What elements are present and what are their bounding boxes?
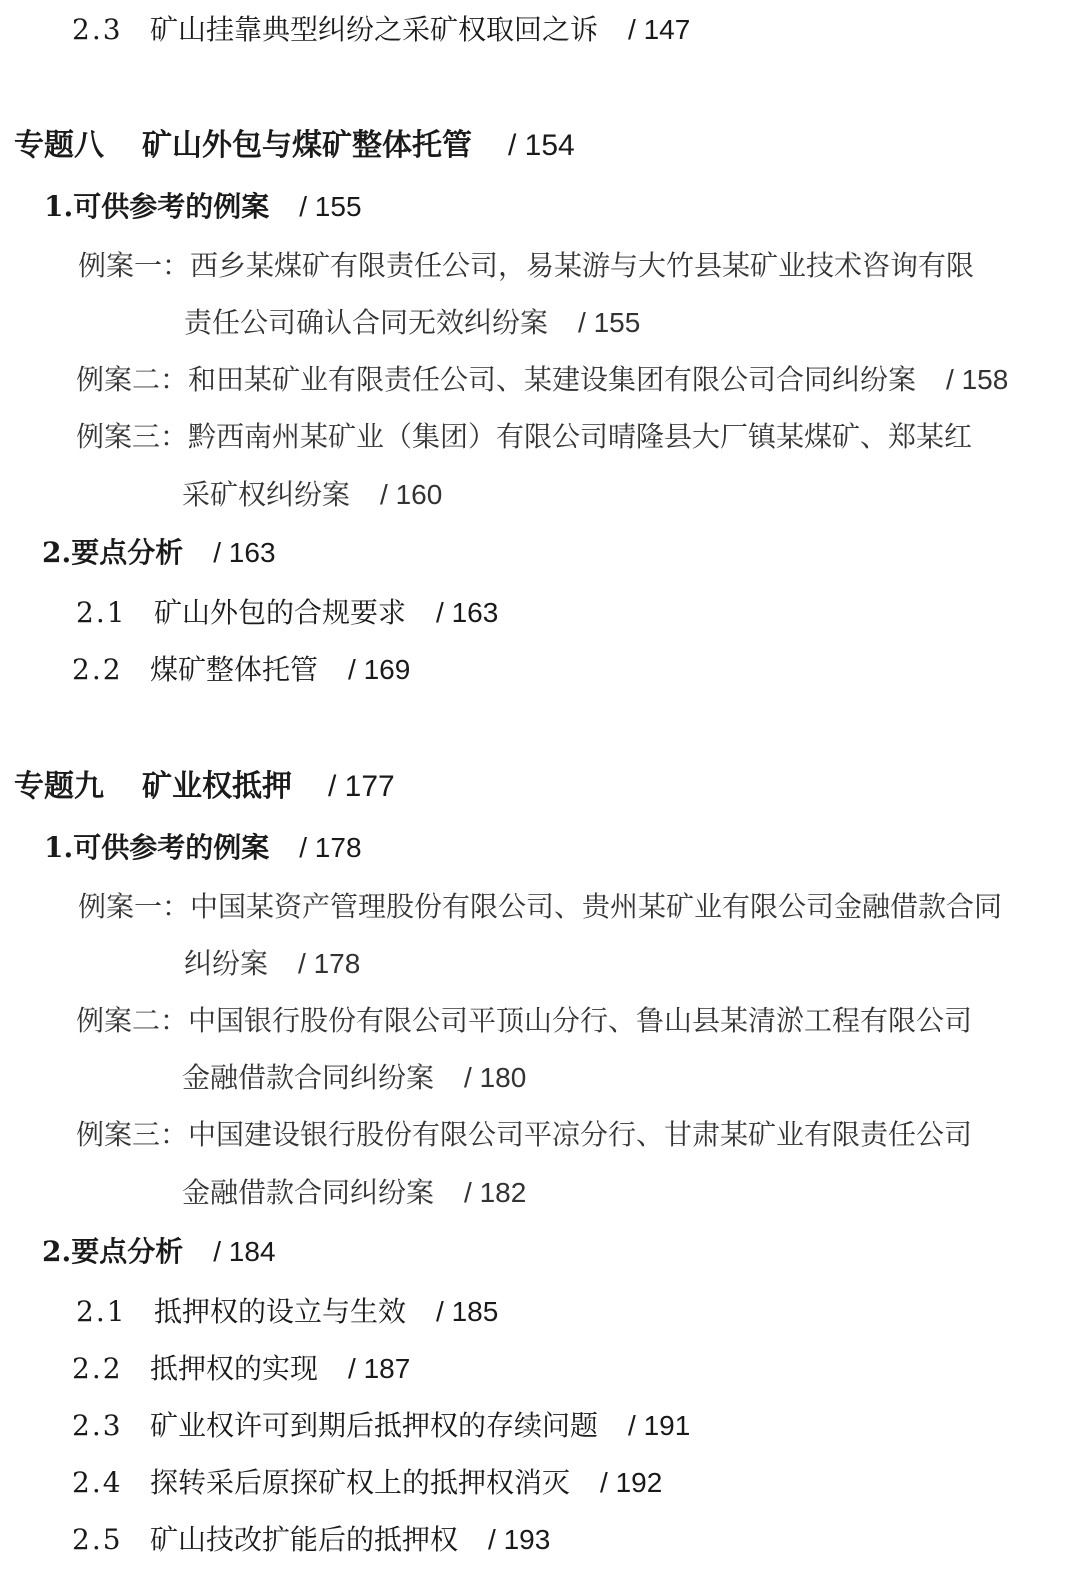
- subsection-number: 2.1: [76, 1295, 127, 1328]
- case-title-line1: 中国银行股份有限公司平顶山分行、鲁山县某清淤工程有限公司: [188, 1004, 973, 1037]
- section-number: 1.: [44, 831, 74, 864]
- case-entry[interactable]: [76, 417, 972, 457]
- section-page: / 163: [213, 537, 276, 568]
- case-label: 例案三：: [76, 420, 189, 453]
- entry-page: / 147: [628, 14, 691, 45]
- subsection-number: 2.2: [72, 1352, 123, 1385]
- subsection-number: 2.2: [72, 653, 123, 686]
- case-label: 例案二：: [76, 363, 189, 396]
- entry-title: 矿山挂靠典型纠纷之采矿权取回之诉: [150, 13, 599, 46]
- case-title-line1: 西乡某煤矿有限责任公司，易某游与大竹县某矿业技术咨询有限: [190, 249, 975, 282]
- topic-page: / 154: [508, 129, 575, 162]
- subsection-entry[interactable]: [72, 1463, 662, 1503]
- case-title-line2: 纠纷案: [184, 947, 269, 980]
- case-title-line2: 责任公司确认合同无效纠纷案: [184, 306, 549, 339]
- case-label: 例案三：: [76, 1118, 189, 1151]
- topic-title: 矿山外包与煤矿整体托管: [142, 128, 472, 163]
- subsection-title: 探转采后原探矿权上的抵押权消灭: [150, 1466, 571, 1499]
- subsection-page: / 163: [436, 597, 499, 628]
- entry-number: 2.3: [72, 13, 123, 46]
- case-label: 例案一：: [78, 249, 191, 282]
- section-number: 1.: [44, 190, 74, 223]
- case-page: / 180: [464, 1062, 527, 1093]
- case-title-line1: 中国某资产管理股份有限公司、贵州某矿业有限公司金融借款合同: [190, 890, 1003, 923]
- subsection-page: / 191: [628, 1410, 691, 1441]
- subsection-page: / 192: [600, 1467, 663, 1498]
- case-entry[interactable]: [76, 360, 1008, 400]
- subsection-entry[interactable]: [76, 593, 498, 633]
- section-entry[interactable]: [44, 828, 362, 868]
- case-page: / 178: [298, 948, 361, 979]
- subsection-page: / 193: [488, 1524, 551, 1555]
- case-title-line1: 黔西南州某矿业（集团）有限公司晴隆县大厂镇某煤矿、郑某红: [188, 420, 973, 453]
- section-number: 2.: [42, 536, 72, 569]
- section-page: / 184: [213, 1236, 276, 1267]
- case-entry-cont[interactable]: [182, 1173, 526, 1213]
- subsection-page: / 169: [348, 654, 411, 685]
- topic-label: 专题九: [14, 769, 104, 804]
- section-number: 2.: [42, 1235, 72, 1268]
- case-page: / 160: [380, 479, 443, 510]
- case-entry-cont[interactable]: [184, 303, 640, 343]
- subsection-number: 2.1: [76, 596, 127, 629]
- case-entry[interactable]: [76, 1001, 972, 1041]
- subsection-title: 抵押权的设立与生效: [154, 1295, 407, 1328]
- case-entry[interactable]: [76, 1115, 972, 1155]
- subsection-page: / 185: [436, 1296, 499, 1327]
- topic-heading[interactable]: [14, 767, 395, 807]
- subsection-title: 矿山外包的合规要求: [154, 596, 407, 629]
- topic-page: / 177: [328, 770, 395, 803]
- subsection-title: 抵押权的实现: [150, 1352, 319, 1385]
- section-page: / 155: [299, 191, 362, 222]
- subsection-title: 煤矿整体托管: [150, 653, 319, 686]
- case-entry-cont[interactable]: [184, 944, 360, 984]
- case-title-line1: 中国建设银行股份有限公司平凉分行、甘肃某矿业有限责任公司: [188, 1118, 973, 1151]
- case-title-line2: 金融借款合同纠纷案: [182, 1176, 435, 1209]
- case-label: 例案二：: [76, 1004, 189, 1037]
- case-entry-cont[interactable]: [182, 475, 442, 515]
- subsection-entry[interactable]: [72, 650, 410, 690]
- section-title: 要点分析: [71, 536, 184, 569]
- subsection-number: 2.3: [72, 1409, 123, 1442]
- subsection-entry[interactable]: [76, 1292, 498, 1332]
- subsection-title: 矿业权许可到期后抵押权的存续问题: [150, 1409, 599, 1442]
- subsection-title: 矿山技改扩能后的抵押权: [150, 1523, 459, 1556]
- case-title-line2: 采矿权纠纷案: [182, 478, 351, 511]
- subsection-number: 2.4: [72, 1466, 123, 1499]
- case-page: / 182: [464, 1177, 527, 1208]
- case-page: / 158: [946, 364, 1009, 395]
- case-title-line1: 和田某矿业有限责任公司、某建设集团有限公司合同纠纷案: [188, 363, 917, 396]
- section-entry[interactable]: [44, 187, 362, 227]
- subsection-entry[interactable]: [72, 1349, 410, 1389]
- subsection-page: / 187: [348, 1353, 411, 1384]
- case-page: / 155: [578, 307, 641, 338]
- case-label: 例案一：: [78, 890, 191, 923]
- section-entry[interactable]: [42, 533, 276, 573]
- section-entry[interactable]: [42, 1232, 276, 1272]
- section-title: 可供参考的例案: [73, 190, 270, 223]
- section-title: 可供参考的例案: [73, 831, 270, 864]
- case-entry[interactable]: [78, 887, 1002, 927]
- section-title: 要点分析: [71, 1235, 184, 1268]
- case-entry[interactable]: [78, 246, 974, 286]
- subsection-entry[interactable]: [72, 1520, 550, 1560]
- subsection-number: 2.5: [72, 1523, 123, 1556]
- topic-title: 矿业权抵押: [142, 769, 292, 804]
- section-page: / 178: [299, 832, 362, 863]
- subsection-entry[interactable]: [72, 1406, 690, 1446]
- topic-heading[interactable]: [14, 126, 575, 166]
- case-entry-cont[interactable]: [182, 1058, 526, 1098]
- topic-label: 专题八: [14, 128, 104, 163]
- case-title-line2: 金融借款合同纠纷案: [182, 1061, 435, 1094]
- toc-entry[interactable]: [72, 10, 690, 50]
